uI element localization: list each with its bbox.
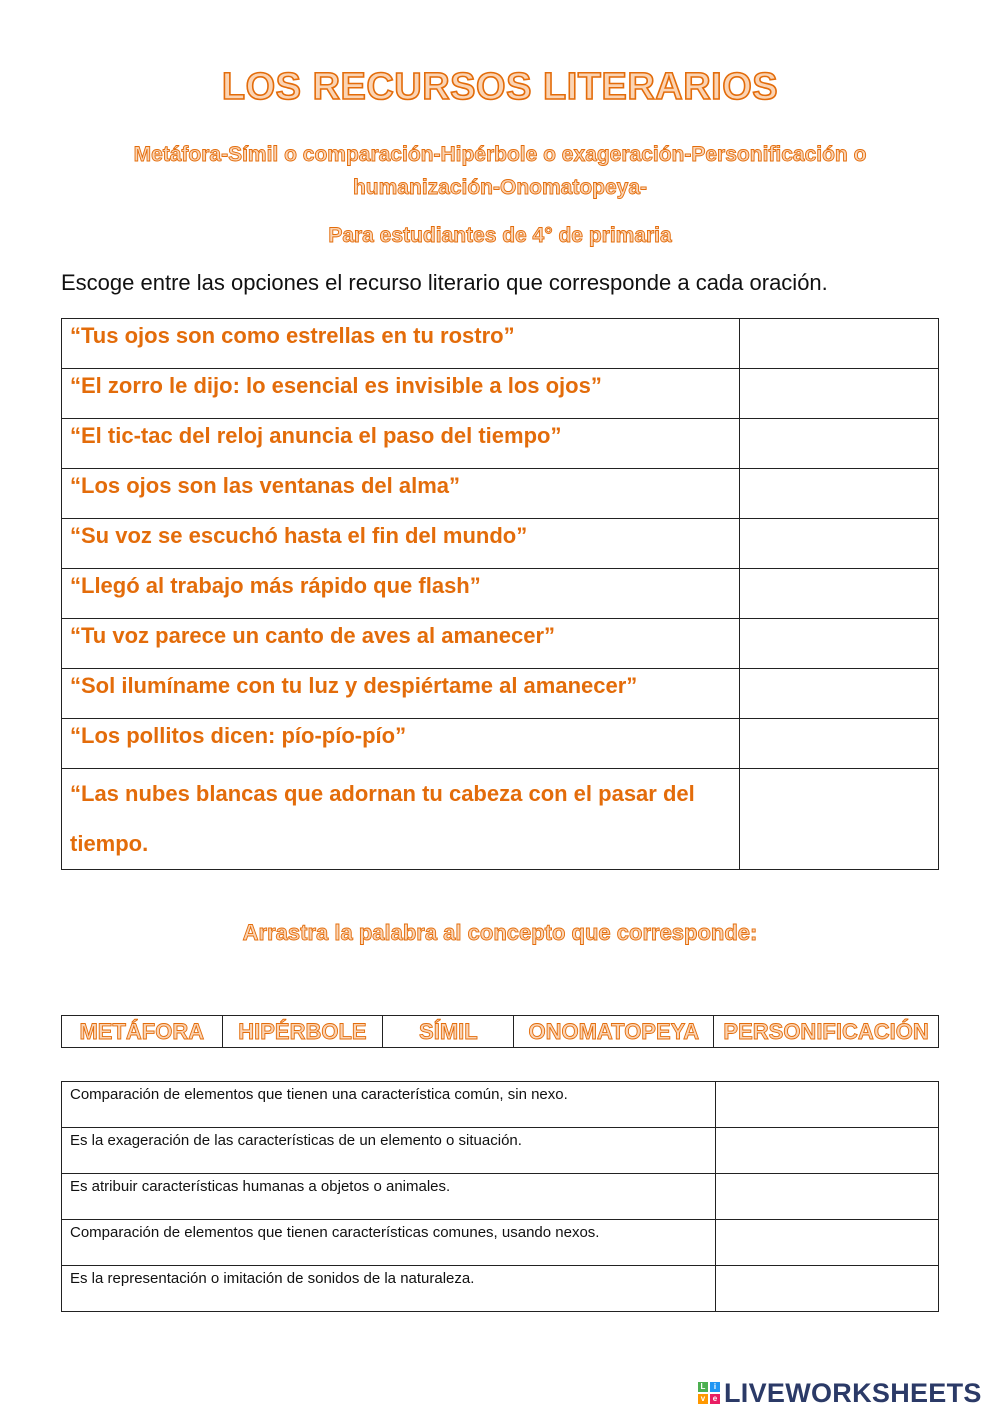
table-row <box>62 619 939 669</box>
word-bank <box>61 1015 939 1048</box>
sentence-text: “Los pollitos dicen: pío-pío-pío” <box>62 719 740 769</box>
sentence-text: “Tu voz parece un canto de aves al amanecer” <box>62 619 740 669</box>
instruction-text: Escoge entre las opciones el recurso literario que corresponde a cada oración. <box>61 270 828 295</box>
table-row <box>62 319 939 369</box>
sentence-text: “Los ojos son las ventanas del alma” <box>62 469 740 519</box>
word-personificacion[interactable]: PERSONIFICACIÓN <box>714 1016 939 1048</box>
sentence-text: “Llegó al trabajo más rápido que flash” <box>62 569 740 619</box>
drop-zone[interactable] <box>716 1266 939 1312</box>
sentence-text: “El tic-tac del reloj anuncia el paso del tiempo” <box>62 419 740 469</box>
drop-zone[interactable] <box>716 1174 939 1220</box>
sentence-text: “Sol ilumíname con tu luz y despiértame al amanecer” <box>62 669 740 719</box>
table-row <box>62 769 939 870</box>
page-subtitle: Metáfora-Símil o comparación-Hipérbole o exageración-Personificación o humanización-Onomatopeya- <box>133 143 867 199</box>
liveworksheets-logo[interactable] <box>698 1378 982 1408</box>
answer-dropdown[interactable] <box>739 569 938 619</box>
definition-text: Es atribuir características humanas a objetos o animales. <box>62 1174 716 1220</box>
table-row <box>62 719 939 769</box>
word-hiperbole[interactable]: HIPÉRBOLE <box>222 1016 383 1048</box>
table-row <box>62 1082 939 1128</box>
definition-table <box>61 1081 939 1312</box>
definition-text: Es la exageración de las características de un elemento o situación. <box>62 1128 716 1174</box>
logo-text: LIVEWORKSHEETS <box>724 1377 982 1408</box>
word-metafora[interactable]: METÁFORA <box>62 1016 223 1048</box>
answer-dropdown[interactable] <box>739 319 938 369</box>
table-row <box>62 569 939 619</box>
table-row <box>62 369 939 419</box>
definition-text: Comparación de elementos que tienen una característica común, sin nexo. <box>62 1082 716 1128</box>
sentence-text: “Tus ojos son como estrellas en tu rostro” <box>62 319 740 369</box>
answer-dropdown[interactable] <box>739 669 938 719</box>
definition-text: Es la representación o imitación de sonidos de la naturaleza. <box>62 1266 716 1312</box>
answer-dropdown[interactable] <box>739 769 938 870</box>
answer-dropdown[interactable] <box>739 469 938 519</box>
table-row <box>62 1220 939 1266</box>
table-row <box>62 1174 939 1220</box>
definition-text: Comparación de elementos que tienen características comunes, usando nexos. <box>62 1220 716 1266</box>
table-row <box>62 1266 939 1312</box>
drop-zone[interactable] <box>716 1220 939 1266</box>
grade-level: Para estudiantes de 4° de primaria <box>328 224 672 247</box>
word-onomatopeya[interactable]: ONOMATOPEYA <box>514 1016 714 1048</box>
sentence-table <box>61 318 939 870</box>
drag-instruction: Arrastra la palabra al concepto que corresponde: <box>242 920 758 945</box>
table-row <box>62 519 939 569</box>
table-row <box>62 669 939 719</box>
word-simil[interactable]: SÍMIL <box>383 1016 514 1048</box>
sentence-text: “Su voz se escuchó hasta el fin del mundo” <box>62 519 740 569</box>
page-title: LOS RECURSOS LITERARIOS <box>221 66 779 108</box>
answer-dropdown[interactable] <box>739 369 938 419</box>
logo-icon: L i v e <box>698 1382 720 1404</box>
answer-dropdown[interactable] <box>739 419 938 469</box>
answer-dropdown[interactable] <box>739 519 938 569</box>
table-row <box>62 1128 939 1174</box>
table-row <box>62 419 939 469</box>
answer-dropdown[interactable] <box>739 619 938 669</box>
drop-zone[interactable] <box>716 1128 939 1174</box>
drop-zone[interactable] <box>716 1082 939 1128</box>
sentence-text: “El zorro le dijo: lo esencial es invisible a los ojos” <box>62 369 740 419</box>
table-row <box>62 469 939 519</box>
sentence-text: “Las nubes blancas que adornan tu cabeza con el pasar del tiempo. <box>62 769 740 870</box>
answer-dropdown[interactable] <box>739 719 938 769</box>
